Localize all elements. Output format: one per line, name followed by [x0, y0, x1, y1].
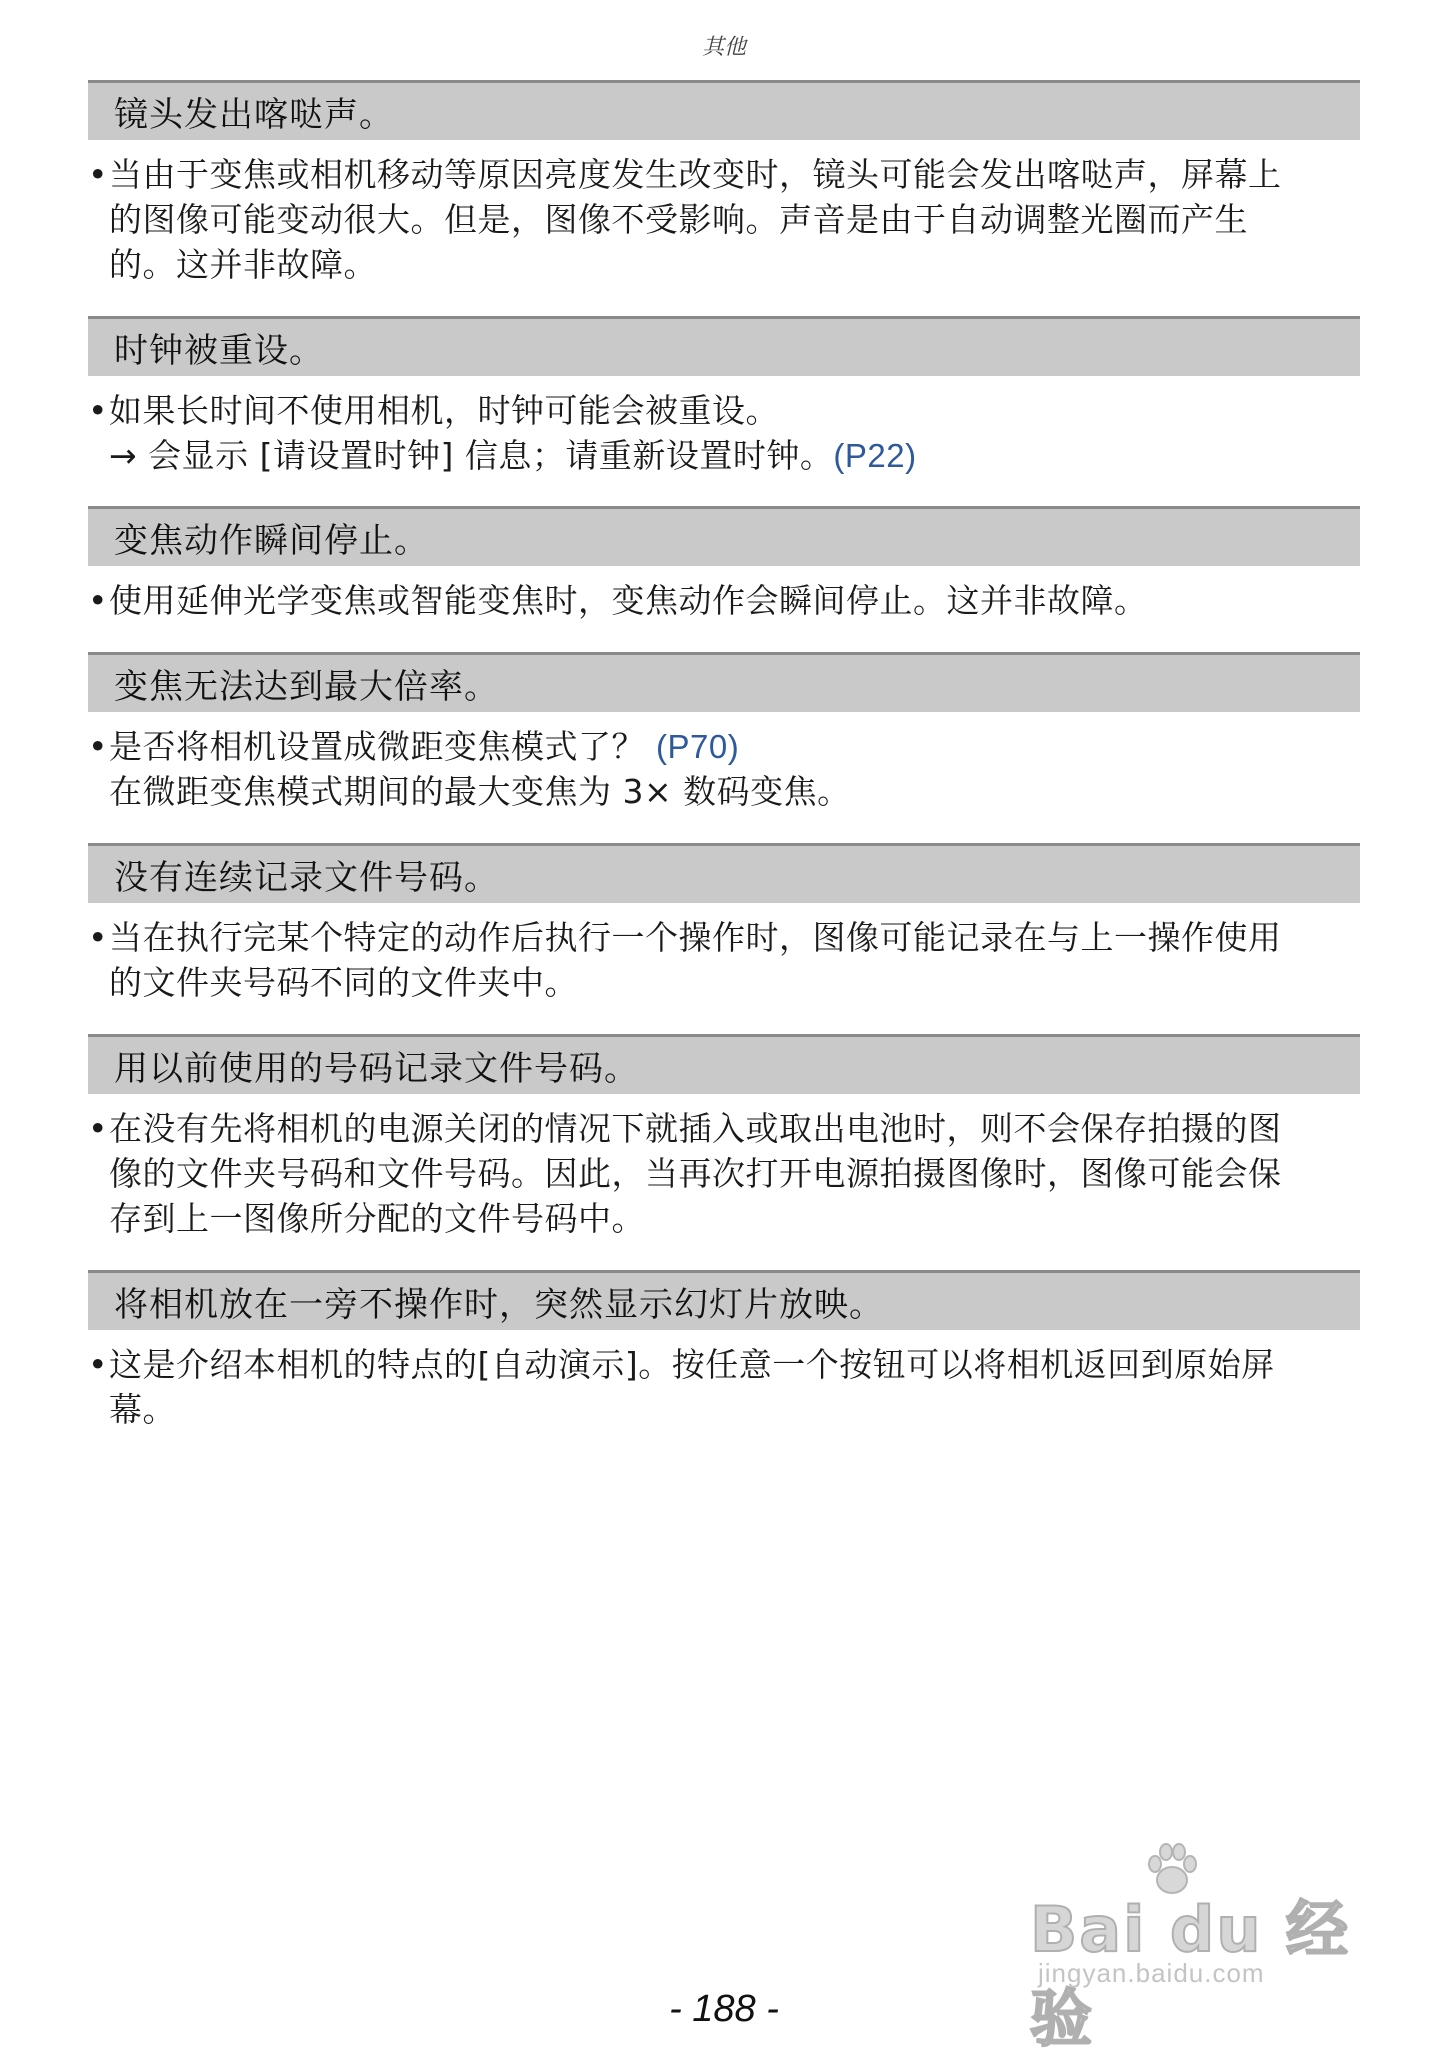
body-line-text: 是否将相机设置成微距变焦模式了？	[109, 727, 645, 766]
section-title: 镜头发出喀哒声。	[88, 80, 1360, 140]
body-line: 这是介绍本相机的特点的[自动演示]。按任意一个按钮可以将相机返回到原始屏	[109, 1345, 1275, 1384]
bullet-icon: •	[88, 155, 108, 194]
bullet-icon: •	[88, 918, 108, 957]
page-reference-link[interactable]: (P70)	[656, 728, 740, 765]
faq-section-zoom-stops	[88, 506, 1360, 623]
bullet-paragraph	[88, 1106, 1360, 1241]
bullet-icon: •	[88, 1109, 108, 1148]
section-title: 时钟被重设。	[88, 316, 1360, 376]
bullet-paragraph	[88, 1342, 1360, 1432]
faq-section-slideshow-demo	[88, 1270, 1360, 1432]
bullet-icon: •	[88, 1345, 108, 1384]
page-header-section-label: 其他	[701, 35, 746, 60]
bullet-paragraph	[88, 152, 1360, 287]
section-title: 用以前使用的号码记录文件号码。	[88, 1034, 1360, 1094]
section-body	[88, 388, 1360, 478]
faq-section-zoom-max	[88, 652, 1360, 814]
bullet-icon: •	[88, 727, 108, 766]
body-line: 像的文件夹号码和文件号码。因此，当再次打开电源拍摄图像时，图像可能会保	[109, 1154, 1282, 1193]
section-body	[88, 1106, 1360, 1241]
body-line: 使用延伸光学变焦或智能变焦时，变焦动作会瞬间停止。这并非故障。	[109, 581, 1148, 620]
section-title: 变焦无法达到最大倍率。	[88, 652, 1360, 712]
section-body	[88, 578, 1360, 623]
watermark-url: jingyan.baidu.com	[1038, 1958, 1265, 1988]
bullet-icon: •	[88, 391, 108, 430]
faq-section-file-number-reused	[88, 1034, 1360, 1241]
section-body	[88, 724, 1360, 814]
body-line: 幕。	[109, 1390, 176, 1429]
faq-section-clock-reset	[88, 316, 1360, 478]
bullet-icon: •	[88, 581, 108, 620]
bullet-paragraph	[88, 388, 1360, 478]
page-reference-link[interactable]: (P22)	[833, 437, 917, 474]
body-line: 如果长时间不使用相机，时钟可能会被重设。	[109, 391, 779, 430]
body-line-text: → 会显示 [请设置时钟] 信息；请重新设置时钟。	[109, 436, 834, 475]
body-line: 的。这并非故障。	[109, 245, 377, 284]
baidu-jingyan-watermark	[1030, 1840, 1370, 2055]
section-body	[88, 1342, 1360, 1432]
body-line: 当由于变焦或相机移动等原因亮度发生改变时，镜头可能会发出喀哒声，屏幕上	[109, 155, 1282, 194]
faq-section-lens-click	[88, 80, 1360, 287]
body-line: 在微距变焦模式期间的最大变焦为 3× 数码变焦。	[109, 772, 851, 811]
section-title: 将相机放在一旁不操作时，突然显示幻灯片放映。	[88, 1270, 1360, 1330]
watermark-logo-text: Bai du 经验	[1030, 1893, 1351, 2055]
bullet-paragraph	[88, 915, 1360, 1005]
bullet-paragraph	[88, 724, 1360, 814]
bullet-paragraph	[88, 578, 1360, 623]
section-body	[88, 915, 1360, 1005]
section-title: 没有连续记录文件号码。	[88, 843, 1360, 903]
faq-section-file-number-sequence	[88, 843, 1360, 1005]
body-line: 的图像可能变动很大。但是，图像不受影响。声音是由于自动调整光圈而产生	[109, 200, 1248, 239]
body-line-with-link	[109, 433, 1360, 478]
section-title: 变焦动作瞬间停止。	[88, 506, 1360, 566]
section-body	[88, 152, 1360, 287]
body-line: 在没有先将相机的电源关闭的情况下就插入或取出电池时，则不会保存拍摄的图	[109, 1109, 1282, 1148]
body-line: 的文件夹号码不同的文件夹中。	[109, 963, 578, 1002]
page-number: - 188 -	[669, 1988, 779, 2030]
body-line: 当在执行完某个特定的动作后执行一个操作时，图像可能记录在与上一操作使用	[109, 918, 1282, 957]
body-line: 存到上一图像所分配的文件号码中。	[109, 1199, 645, 1238]
body-line-with-link	[109, 724, 1360, 769]
